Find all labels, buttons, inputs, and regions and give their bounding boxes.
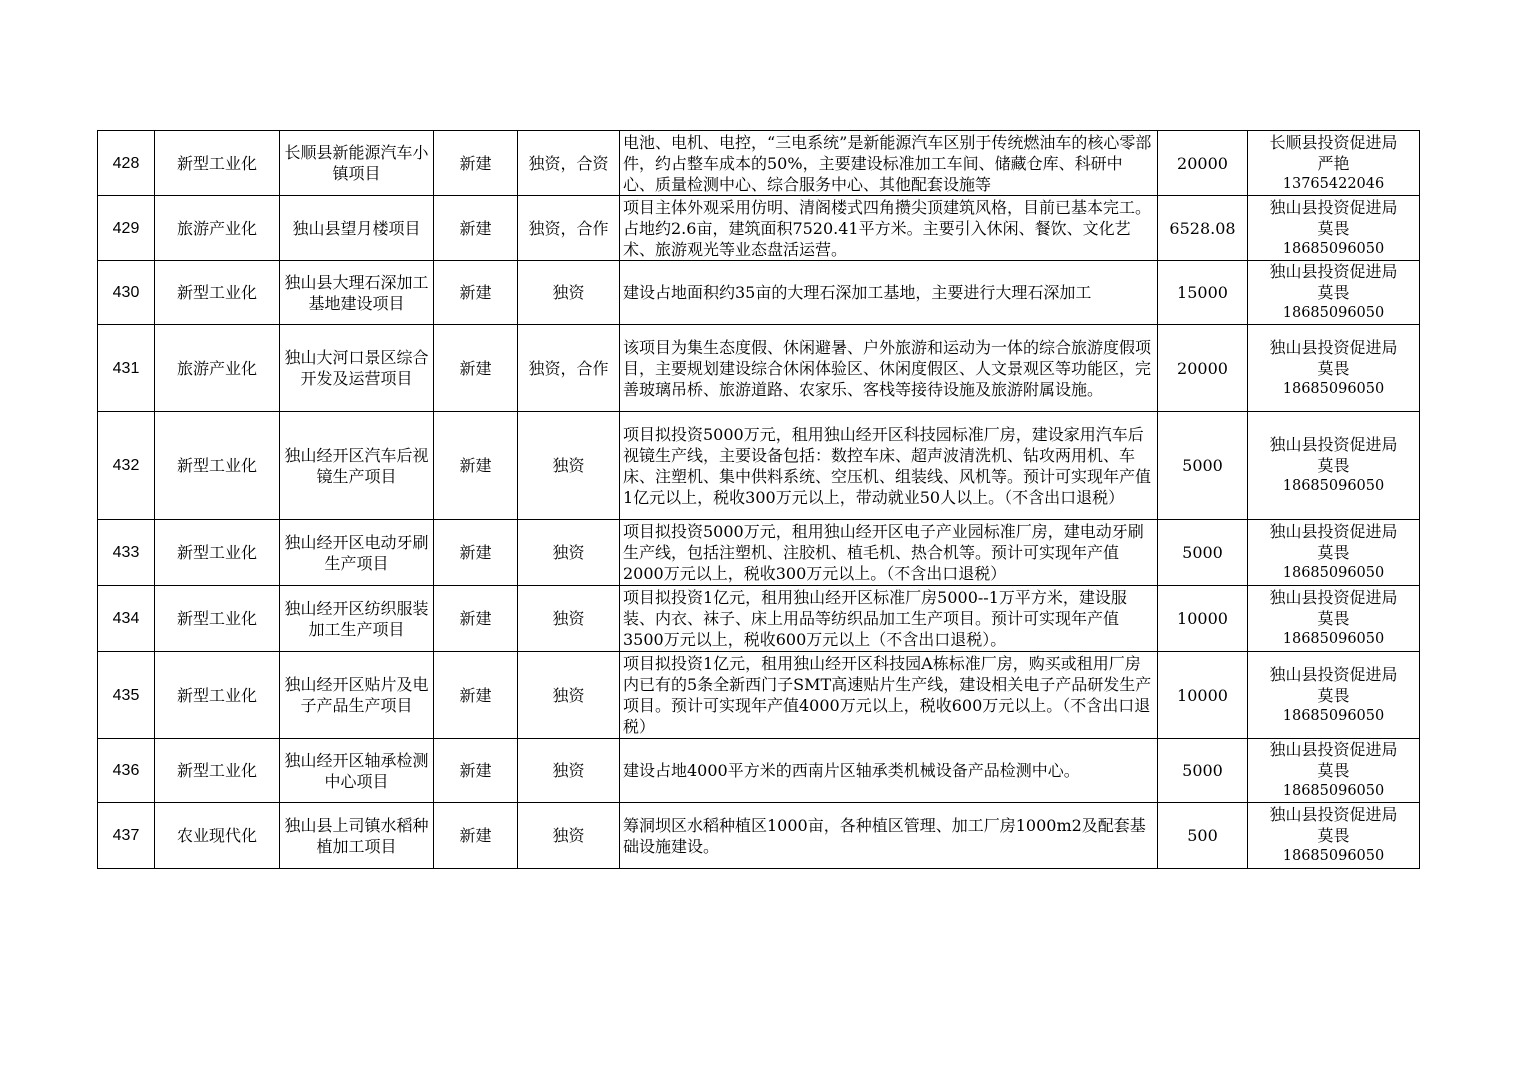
project-description-cell: 该项目为集生态度假、休闲避暑、户外旅游和运动为一体的综合旅游度假项目，主要规划建设综合休闲体验区、休闲度假区、人文景观区等功能区，完善玻璃吊桥、旅游道路、农家乐、客栈等接待设施及旅游附属设施。: [620, 325, 1158, 412]
project-description-cell: 项目主体外观采用仿明、清阁楼式四角攒尖顶建筑风格，目前已基本完工。占地约2.6亩，建筑面积7520.41平方米。主要引入休闲、餐饮、文化艺术、旅游观光等业态盘活运营。: [620, 196, 1158, 261]
project-name-cell: 独山经开区纺织服装加工生产项目: [280, 586, 434, 652]
cooperation-mode-cell: 独资，合作: [518, 196, 620, 261]
row-number: 435: [98, 652, 155, 739]
investment-cell: 5000: [1158, 412, 1248, 520]
contact-phone: 13765422046: [1282, 175, 1385, 192]
contact-cell: [1248, 261, 1420, 325]
cooperation-mode-cell: 独资: [518, 261, 620, 325]
contact-phone: 18685096050: [1282, 305, 1385, 321]
contact-person: 莫畏: [1317, 685, 1350, 705]
table-row: [98, 325, 1420, 412]
row-number: 437: [98, 803, 155, 869]
contact-org: 独山县投资促进局: [1269, 805, 1398, 824]
contact-cell: [1248, 196, 1420, 261]
project-table-body: [98, 131, 1420, 869]
project-name-cell: 独山县大理石深加工基地建设项目: [280, 261, 434, 325]
contact-phone: 18685096050: [1282, 848, 1385, 864]
construction-type-cell: 新建: [434, 196, 518, 261]
project-description-cell: 筹洞坝区水稻种植区1000亩，各种植区管理、加工厂房1000m2及配套基础设施建设。: [620, 803, 1158, 869]
contact-cell: [1248, 739, 1420, 803]
project-name-cell: 独山大河口景区综合开发及运营项目: [280, 325, 434, 412]
construction-type-cell: 新建: [434, 652, 518, 739]
contact-org: 独山县投资促进局: [1269, 522, 1398, 541]
table-row: [98, 261, 1420, 325]
cooperation-mode-cell: 独资: [518, 412, 620, 520]
project-description-cell: 建设占地面积约35亩的大理石深加工基地，主要进行大理石深加工: [620, 261, 1158, 325]
project-description-cell: 项目拟投资5000万元，租用独山经开区电子产业园标准厂房，建电动牙刷生产线，包括注塑机、注胶机、植毛机、热合机等。预计可实现年产值2000万元以上，税收300万元以上。（不含出口退税）: [620, 520, 1158, 586]
project-description-cell: 电池、电机、电控，“三电系统”是新能源汽车区别于传统燃油车的核心零部件，约占整车成本的50%，主要建设标准加工车间、储藏仓库、科研中心、质量检测中心、综合服务中心、其他配套设施等: [620, 131, 1158, 196]
project-description-cell: 项目拟投资1亿元，租用独山经开区科技园A栋标准厂房，购买或租用厂房内已有的5条全新西门子SMT高速贴片生产线，建设相关电子产品研发生产项目。预计可实现年产值4000万元以上，税收600万元以上。（不含出口退税）: [620, 652, 1158, 739]
table-row: [98, 803, 1420, 869]
investment-cell: 15000: [1158, 261, 1248, 325]
table-row: [98, 131, 1420, 196]
contact-org: 独山县投资促进局: [1269, 435, 1398, 454]
category-cell: 农业现代化: [155, 803, 280, 869]
contact-org: 独山县投资促进局: [1269, 740, 1398, 759]
table-row: [98, 520, 1420, 586]
project-description-cell: 建设占地4000平方米的西南片区轴承类机械设备产品检测中心。: [620, 739, 1158, 803]
row-number: 430: [98, 261, 155, 325]
project-description-cell: 项目拟投资5000万元，租用独山经开区科技园标准厂房，建设家用汽车后视镜生产线，主要设备包括：数控车床、超声波清洗机、钻攻两用机、车床、注塑机、集中供料系统、空压机、组装线、风机等。预计可实现年产值1亿元以上，税收300万元以上，带动就业50人以上。（不含出口退税）: [620, 412, 1158, 520]
contact-cell: [1248, 412, 1420, 520]
category-cell: 新型工业化: [155, 520, 280, 586]
project-name-cell: 独山县望月楼项目: [280, 196, 434, 261]
cooperation-mode-cell: 独资: [518, 520, 620, 586]
contact-org: 长顺县投资促进局: [1269, 132, 1398, 152]
construction-type-cell: 新建: [434, 261, 518, 325]
row-number: 431: [98, 325, 155, 412]
investment-cell: 10000: [1158, 652, 1248, 739]
table-row: [98, 652, 1420, 739]
construction-type-cell: 新建: [434, 520, 518, 586]
construction-type-cell: 新建: [434, 131, 518, 196]
contact-cell: [1248, 652, 1420, 739]
contact-cell: [1248, 520, 1420, 586]
investment-cell: 500: [1158, 803, 1248, 869]
contact-person: 莫畏: [1317, 761, 1350, 780]
cooperation-mode-cell: 独资，合作: [518, 325, 620, 412]
table-row: [98, 739, 1420, 803]
contact-cell: [1248, 803, 1420, 869]
contact-phone: 18685096050: [1282, 565, 1385, 581]
contact-phone: 18685096050: [1282, 240, 1385, 257]
category-cell: 新型工业化: [155, 739, 280, 803]
contact-person: 莫畏: [1317, 456, 1350, 475]
contact-person: 莫畏: [1317, 218, 1350, 238]
category-cell: 新型工业化: [155, 652, 280, 739]
category-cell: 新型工业化: [155, 412, 280, 520]
contact-person: 莫畏: [1317, 826, 1350, 845]
cooperation-mode-cell: 独资: [518, 586, 620, 652]
row-number: 428: [98, 131, 155, 196]
project-name-cell: 独山县上司镇水稻种植加工项目: [280, 803, 434, 869]
category-cell: 新型工业化: [155, 131, 280, 196]
category-cell: 新型工业化: [155, 586, 280, 652]
investment-cell: 6528.08: [1158, 196, 1248, 261]
contact-person: 莫畏: [1317, 609, 1350, 628]
investment-cell: 20000: [1158, 325, 1248, 412]
row-number: 433: [98, 520, 155, 586]
row-number: 436: [98, 739, 155, 803]
table-row: [98, 586, 1420, 652]
contact-phone: 18685096050: [1282, 380, 1385, 397]
project-table: [97, 130, 1420, 869]
investment-cell: 5000: [1158, 739, 1248, 803]
contact-org: 独山县投资促进局: [1269, 337, 1398, 357]
row-number: 432: [98, 412, 155, 520]
contact-org: 独山县投资促进局: [1269, 197, 1398, 217]
investment-cell: 5000: [1158, 520, 1248, 586]
category-cell: 旅游产业化: [155, 325, 280, 412]
table-row: [98, 196, 1420, 261]
contact-cell: [1248, 325, 1420, 412]
contact-person: 莫畏: [1317, 283, 1350, 302]
contact-cell: [1248, 131, 1420, 196]
contact-phone: 18685096050: [1282, 631, 1385, 647]
contact-person: 莫畏: [1317, 543, 1350, 562]
investment-cell: 20000: [1158, 131, 1248, 196]
contact-org: 独山县投资促进局: [1269, 588, 1398, 607]
contact-phone: 18685096050: [1282, 707, 1385, 724]
contact-person: 莫畏: [1317, 358, 1350, 378]
contact-org: 独山县投资促进局: [1269, 664, 1398, 684]
contact-phone: 18685096050: [1282, 478, 1385, 494]
project-name-cell: 独山经开区电动牙刷生产项目: [280, 520, 434, 586]
contact-org: 独山县投资促进局: [1269, 262, 1398, 281]
cooperation-mode-cell: 独资，合资: [518, 131, 620, 196]
project-name-cell: 独山经开区轴承检测中心项目: [280, 739, 434, 803]
construction-type-cell: 新建: [434, 412, 518, 520]
construction-type-cell: 新建: [434, 739, 518, 803]
row-number: 429: [98, 196, 155, 261]
construction-type-cell: 新建: [434, 586, 518, 652]
cooperation-mode-cell: 独资: [518, 803, 620, 869]
construction-type-cell: 新建: [434, 803, 518, 869]
contact-phone: 18685096050: [1282, 783, 1385, 799]
project-name-cell: 独山经开区汽车后视镜生产项目: [280, 412, 434, 520]
project-name-cell: 独山经开区贴片及电子产品生产项目: [280, 652, 434, 739]
row-number: 434: [98, 586, 155, 652]
contact-person: 严艳: [1317, 153, 1350, 173]
project-name-cell: 长顺县新能源汽车小镇项目: [280, 131, 434, 196]
cooperation-mode-cell: 独资: [518, 652, 620, 739]
contact-cell: [1248, 586, 1420, 652]
category-cell: 新型工业化: [155, 261, 280, 325]
project-description-cell: 项目拟投资1亿元，租用独山经开区标准厂房5000--1万平方米，建设服装、内衣、袜子、床上用品等纺织品加工生产项目。预计可实现年产值3500万元以上，税收600万元以上（不含出口退税）。: [620, 586, 1158, 652]
category-cell: 旅游产业化: [155, 196, 280, 261]
construction-type-cell: 新建: [434, 325, 518, 412]
table-row: [98, 412, 1420, 520]
investment-cell: 10000: [1158, 586, 1248, 652]
cooperation-mode-cell: 独资: [518, 739, 620, 803]
